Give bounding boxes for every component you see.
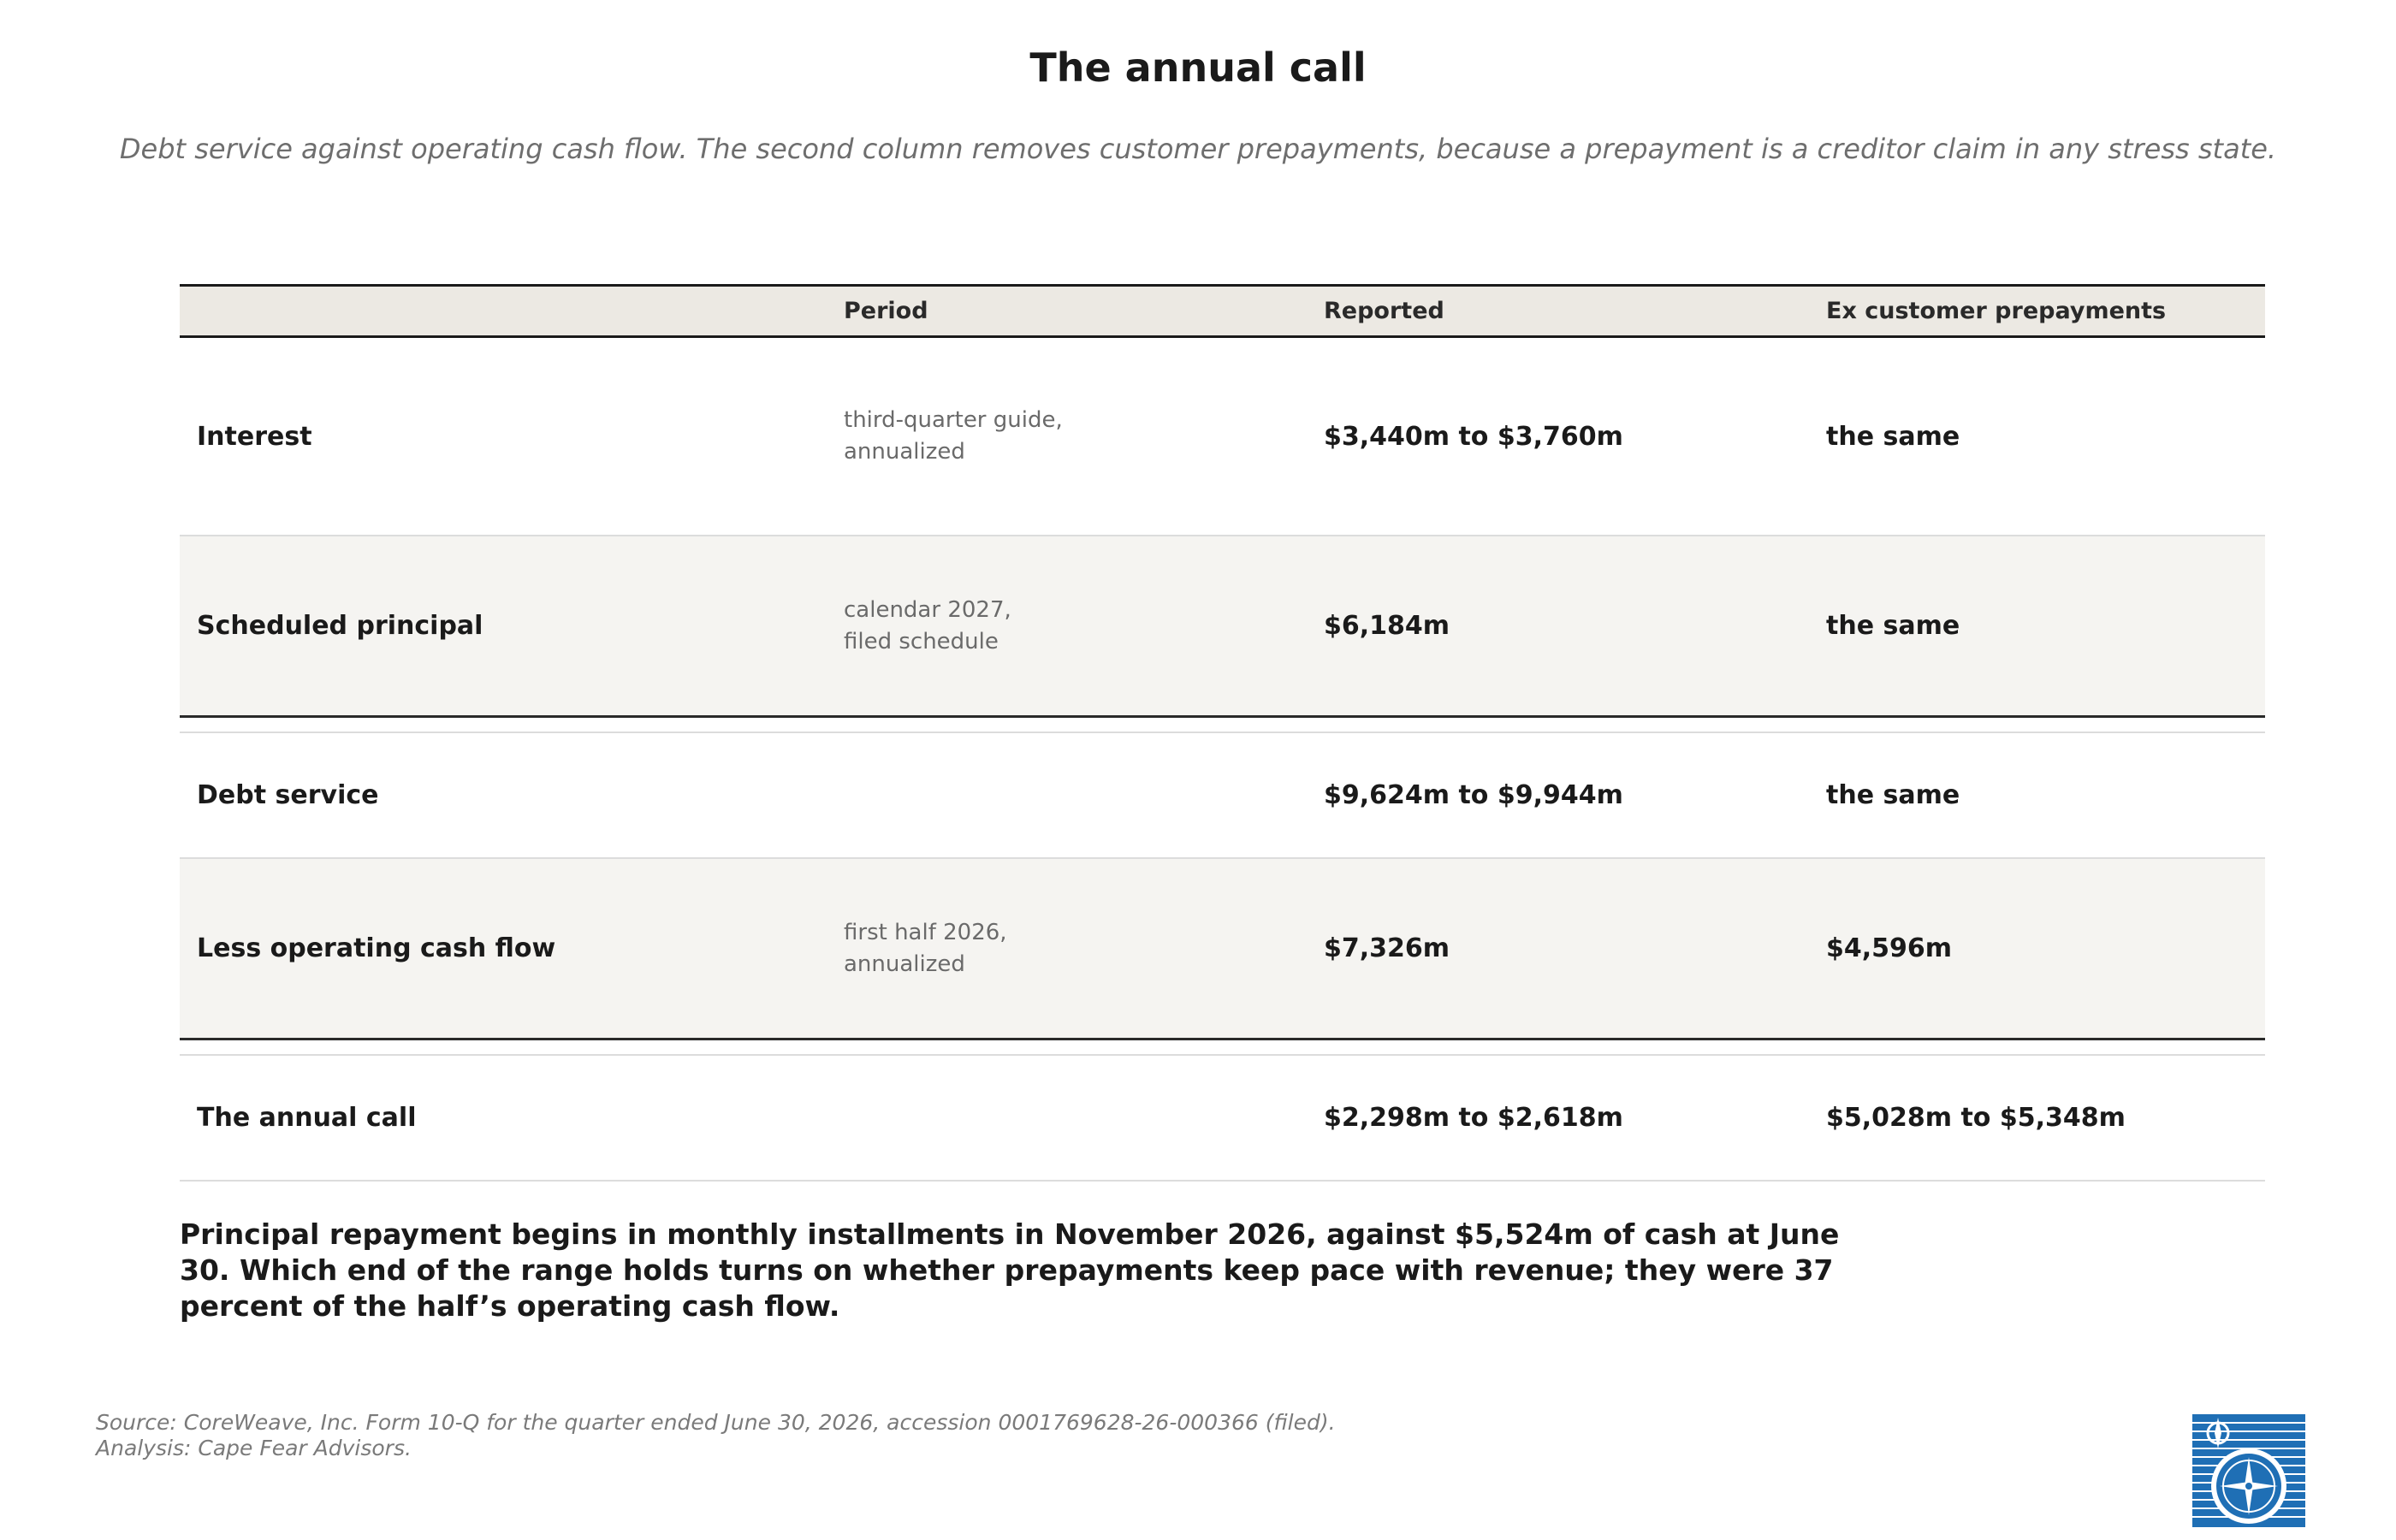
column-header-reported: Reported <box>1324 298 1444 324</box>
table-row-annual-call <box>180 1056 2265 1182</box>
row-reported: $7,326m <box>1324 933 1450 963</box>
row-period: first half 2026, annualized <box>844 919 1007 977</box>
page-subtitle: Debt service against operating cash flow. The second column removes customer prepayments, because a prepayment is a creditor claim in any stress state. <box>119 133 2277 165</box>
compass-rose-logo-icon <box>2192 1414 2305 1527</box>
page-title: The annual call <box>1029 44 1367 91</box>
row-label: Scheduled principal <box>197 611 483 641</box>
column-header-period: Period <box>844 298 928 324</box>
row-label: Less operating cash flow <box>197 933 556 963</box>
row-ex-prepayments: $4,596m <box>1826 933 1953 963</box>
total-divider <box>180 1040 2265 1056</box>
row-label: The annual call <box>197 1103 417 1133</box>
row-ex-prepayments: the same <box>1826 611 1960 641</box>
table-row-scheduled-principal <box>180 536 2265 718</box>
debt-service-table <box>180 284 2265 1182</box>
row-label: Debt service <box>197 780 379 810</box>
table-row-interest <box>180 338 2265 536</box>
row-ex-prepayments: $5,028m to $5,348m <box>1826 1103 2126 1133</box>
source-note: Source: CoreWeave, Inc. Form 10-Q for the quarter ended June 30, 2026, accession 0001769628-26-000366 (filed). Analysis: Cape Fear Advisors. <box>96 1410 1336 1460</box>
table-header-row <box>180 284 2265 338</box>
row-ex-prepayments: the same <box>1826 421 1960 452</box>
table-row-debt-service <box>180 733 2265 859</box>
row-period: calendar 2027, filed schedule <box>844 596 1011 654</box>
column-header-ex-prepayments: Ex customer prepayments <box>1826 298 2167 324</box>
table-row-operating-cash-flow <box>180 859 2265 1040</box>
row-reported: $9,624m to $9,944m <box>1324 780 1623 810</box>
row-ex-prepayments: the same <box>1826 780 1960 810</box>
row-period: third-quarter guide, annualized <box>844 407 1063 465</box>
row-reported: $3,440m to $3,760m <box>1324 421 1623 452</box>
subtotal-divider <box>180 718 2265 733</box>
row-reported: $6,184m <box>1324 611 1450 641</box>
summary-note: Principal repayment begins in monthly installments in November 2026, against $5,524m of cash at June 30. Which end of the range holds turns on whether prepayments keep pace with revenue; they were 37 percent of the half’s operating cash flow. <box>180 1217 1840 1323</box>
row-reported: $2,298m to $2,618m <box>1324 1103 1623 1133</box>
row-label: Interest <box>197 421 312 452</box>
